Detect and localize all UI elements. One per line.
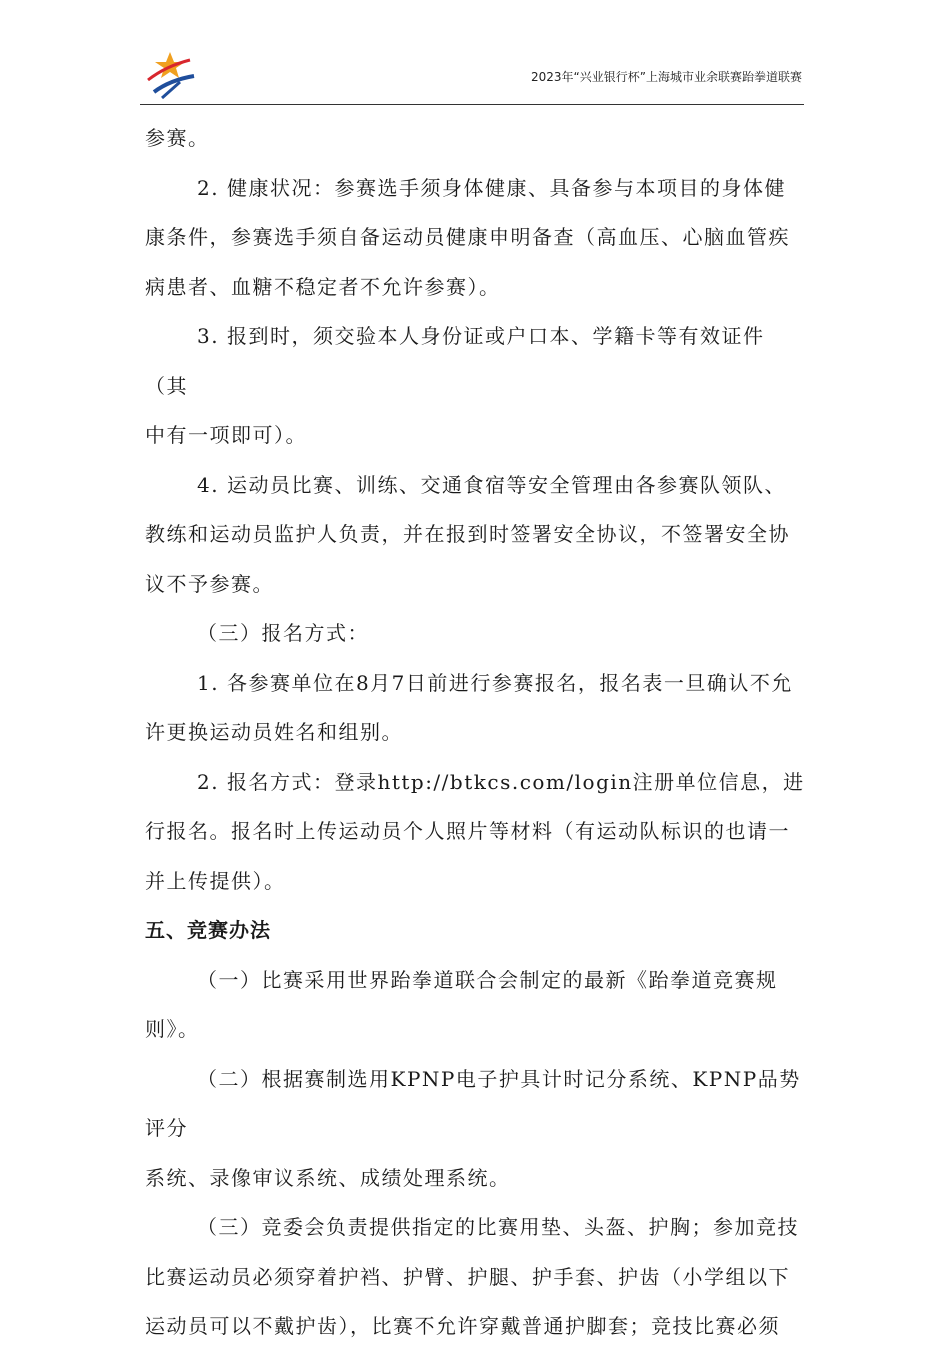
paragraph-line: 康条件，参赛选手须自备运动员健康申明备查（高血压、心脑血管疾 [145, 225, 790, 249]
paragraph-line: 并上传提供）。 [145, 868, 286, 893]
paragraph-line: 许更换运动员姓名和组别。 [145, 720, 403, 744]
paragraph-line: 2. 健康状况：参赛选手须身体健康、具备参与本项目的身体健 [197, 175, 786, 200]
paragraph-line: 病患者、血糖不稳定者不允许参赛）。 [145, 274, 501, 299]
paragraph-line: （三）竞委会负责提供指定的比赛用垫、头盔、护胸；参加竞技 [197, 1215, 799, 1239]
paragraph-line: 2. 报名方式：登录http://btkcs.com/login注册单位信息，进 [197, 769, 805, 794]
paragraph-line: （一）比赛采用世界跆拳道联合会制定的最新《跆拳道竞赛规则》。 [145, 967, 778, 1041]
paragraph-line: 3. 报到时，须交验本人身份证或户口本、学籍卡等有效证件（其 [145, 324, 765, 398]
paragraph-line: 中有一项即可）。 [145, 423, 307, 447]
page-header [140, 46, 804, 105]
paragraph-line: 比赛运动员必须穿着护裆、护臂、护腿、护手套、护齿（小学组以下 [145, 1264, 790, 1289]
paragraph-line: 1. 各参赛单位在8月7日前进行参赛报名，报名表一旦确认不允 [197, 670, 793, 695]
document-body [145, 114, 805, 1352]
league-logo-icon [140, 46, 200, 102]
paragraph-line: 议不予参赛。 [145, 571, 274, 596]
section-heading: 五、竞赛办法 [145, 918, 271, 942]
paragraph-line: 系统、录像审议系统、成绩处理系统。 [145, 1165, 511, 1190]
paragraph-line: （二）根据赛制选用KPNP电子护具计时记分系统、KPNP品势评分 [145, 1066, 801, 1140]
paragraph-line: （三）报名方式： [197, 621, 369, 645]
paragraph-line: 4. 运动员比赛、训练、交通食宿等安全管理由各参赛队领队、 [197, 472, 786, 497]
paragraph-line: 运动员可以不戴护齿），比赛不允许穿戴普通护脚套；竞技比赛必须 [145, 1314, 780, 1338]
paragraph-line: 教练和运动员监护人负责，并在报到时签署安全协议，不签署安全协 [145, 522, 790, 546]
header-title: 2023年“兴业银行杯”上海城市业余联赛跆拳道联赛 [531, 70, 802, 84]
paragraph-line: 行报名。报名时上传运动员个人照片等材料（有运动队标识的也请一 [145, 819, 790, 843]
paragraph-line: 参赛。 [145, 126, 210, 150]
